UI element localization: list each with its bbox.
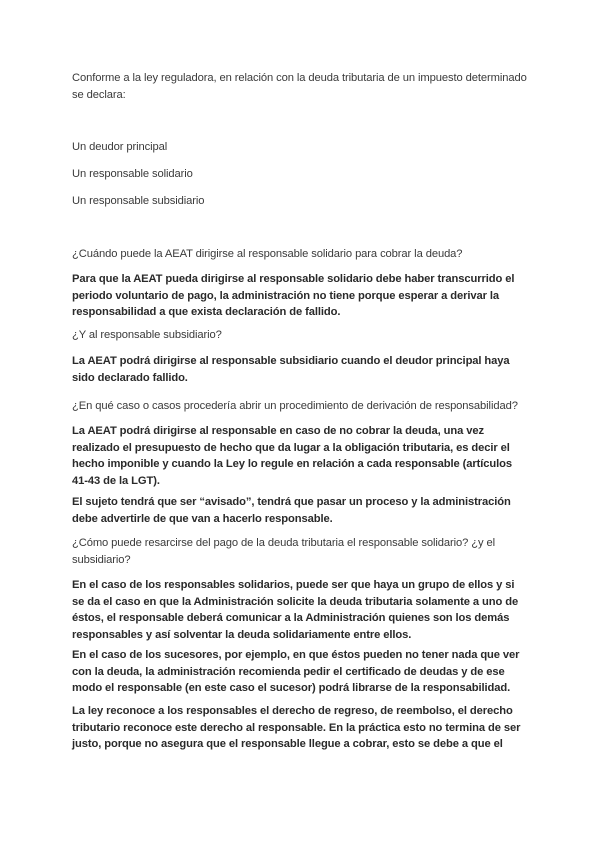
- list-item-deudor-principal: Un deudor principal: [72, 141, 168, 153]
- answer-2: La AEAT podrá dirigirse al responsable subsidiario cuando el deudor principal haya sido declarado fallido.: [72, 355, 510, 384]
- answer-4a: En el caso de los responsables solidarios, puede ser que haya un grupo de ellos y si se da el caso en que la Administración solicite la deuda tributaria solamente a uno de éstos, el responsable deberá comunicar a la Administración quienes son los demás responsables y así solventar la deuda solidariamente entre ellos.: [72, 579, 519, 641]
- answer-4c: La ley reconoce a los responsables el derecho de regreso, de reembolso, el derecho tributario reconoce este derecho al responsable. En la práctica esto no termina de ser justo, porque no asegura que el responsable llegue a cobrar, esto se debe a que el: [72, 705, 521, 750]
- list-item-responsable-solidario: Un responsable solidario: [72, 168, 193, 180]
- intro-paragraph: Conforme a la ley reguladora, en relación con la deuda tributaria de un impuesto determinado se declara:: [72, 72, 527, 101]
- list-item-responsable-subsidiario: Un responsable subsidiario: [72, 195, 205, 207]
- question-1: ¿Cuándo puede la AEAT dirigirse al responsable solidario para cobrar la deuda?: [72, 248, 463, 260]
- answer-3b: El sujeto tendrá que ser “avisado”, tendrá que pasar un proceso y la administración debe advertirle de que van a hacerlo responsable.: [72, 496, 511, 525]
- answer-1: Para que la AEAT pueda dirigirse al responsable solidario debe haber transcurrido el periodo voluntario de pago, la administración no tiene porque esperar a derivar la responsabilidad a que exista declaración de fallido.: [72, 273, 515, 318]
- question-2: ¿Y al responsable subsidiario?: [72, 329, 222, 341]
- question-4: ¿Cómo puede resarcirse del pago de la deuda tributaria el responsable solidario? ¿y el subsidiario?: [72, 537, 495, 566]
- answer-4b: En el caso de los sucesores, por ejemplo, en que éstos pueden no tener nada que ver con la deuda, la administración recomienda pedir el certificado de deudas y de ese modo el responsable (en este caso el sucesor) podrá librarse de la responsabilidad.: [72, 649, 520, 694]
- answer-3a: La AEAT podrá dirigirse al responsable en caso de no cobrar la deuda, una vez realizado el presupuesto de hecho que da lugar a la obligación tributaria, es decir el hecho imponible y cuando la Ley lo regule en relación a cada responsable (artículos 41-43 de la LGT).: [72, 425, 512, 487]
- question-3: ¿En qué caso o casos procedería abrir un procedimiento de derivación de responsabilidad?: [72, 400, 518, 412]
